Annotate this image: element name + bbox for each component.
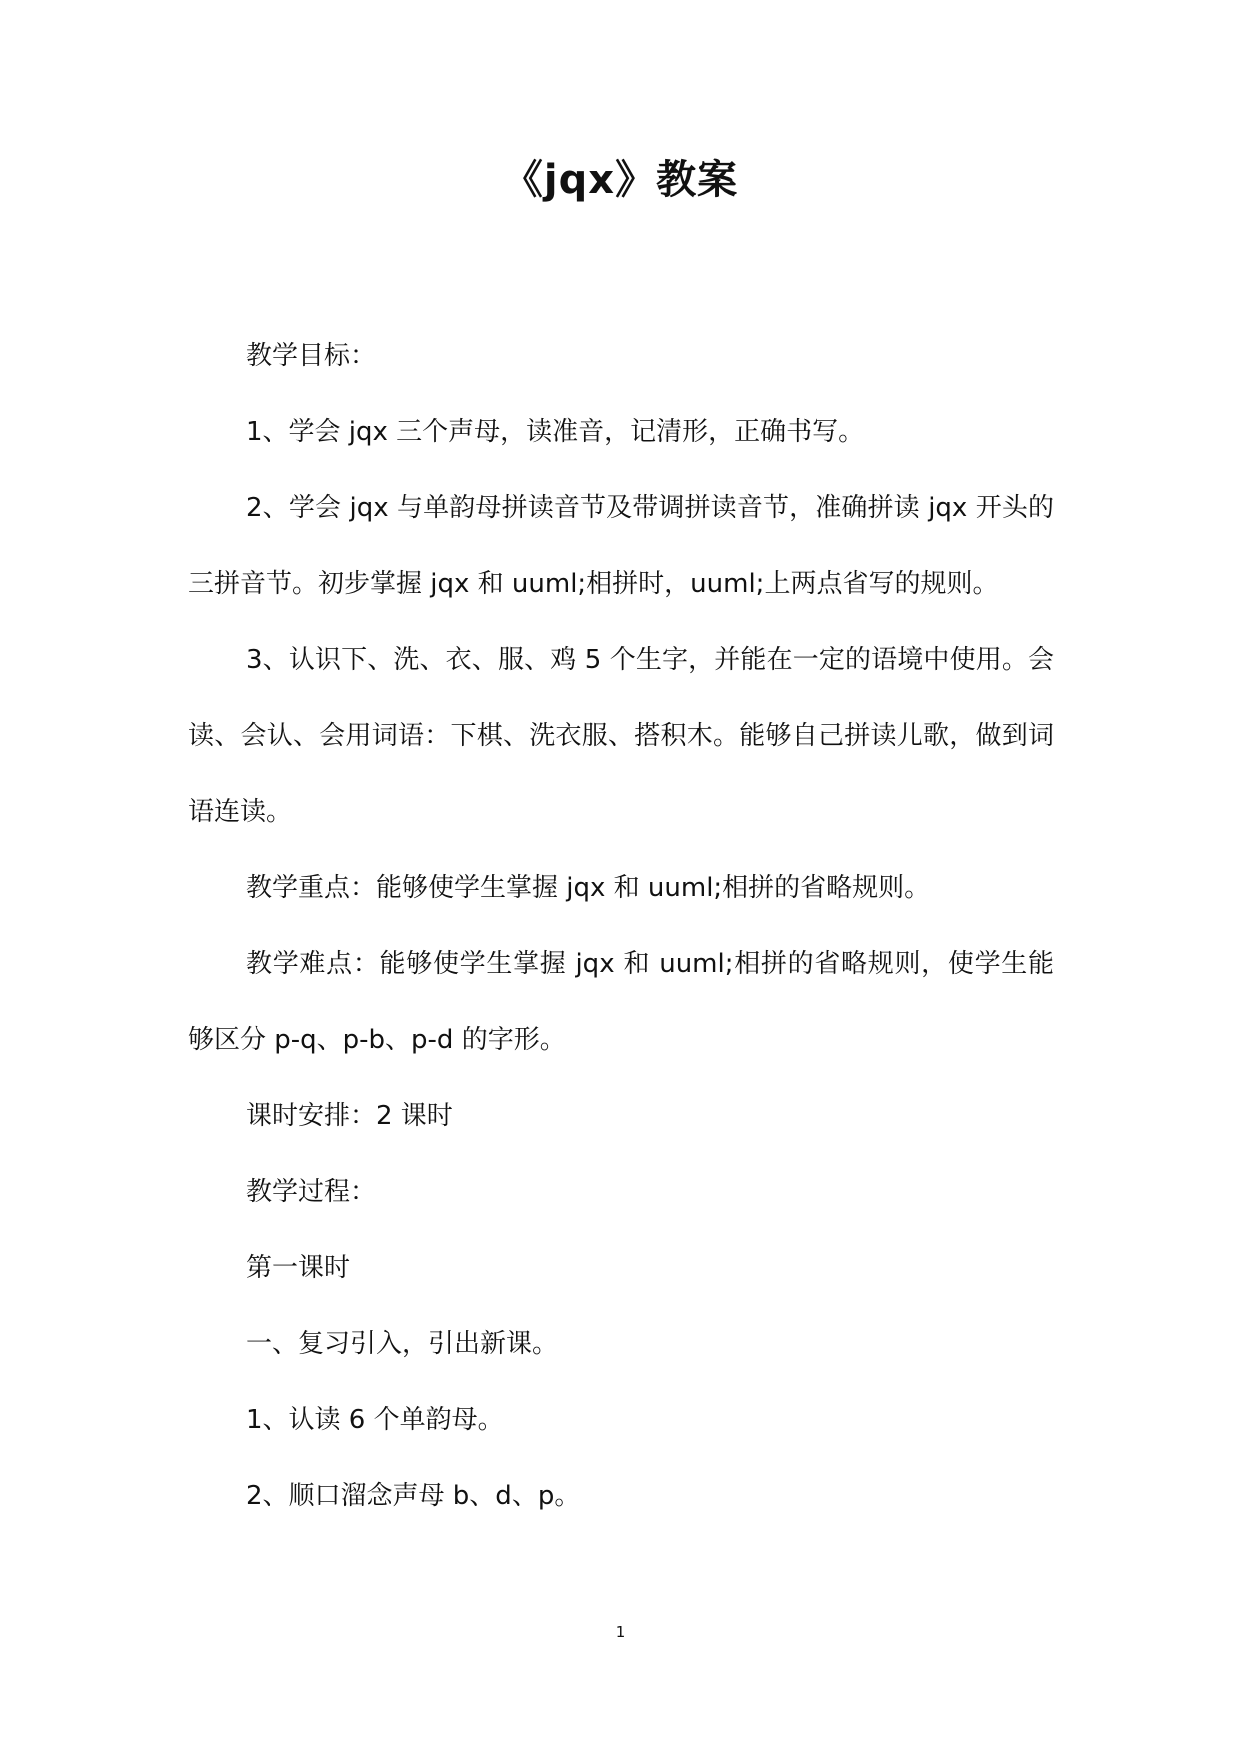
paragraph-review-intro: 一、复习引入，引出新课。 [246,1329,559,1359]
paragraph-schedule: 课时安排：2 课时 [246,1101,453,1131]
paragraph-objective-3: 3、认识下、洗、衣、服、鸡 5 个生字，并能在一定的语境中使用。会读、会认、会用词语：下棋、洗衣服、搭积木。能够自己拼读儿歌，做到词语连读。 [188,645,1054,827]
paragraph-difficulty: 教学难点：能够使学生掌握 jqx 和 uuml;相拼的省略规则，使学生能够区分 p-q、p-b、p-d 的字形。 [188,949,1054,1055]
paragraph-objective-2: 2、学会 jqx 与单韵母拼读音节及带调拼读音节，准确拼读 jqx 开头的三拼音节。初步掌握 jqx 和 uuml;相拼时，uuml;上两点省写的规则。 [188,493,1054,599]
document-title: 《jqx》教案 [502,157,739,203]
paragraph-process-heading: 教学过程： [246,1177,377,1207]
document-body [188,318,1054,1534]
paragraph-objectives-heading: 教学目标： [246,341,377,371]
paragraph-key-point: 教学重点：能够使学生掌握 jqx 和 uuml;相拼的省略规则。 [246,873,931,903]
paragraph-first-lesson: 第一课时 [246,1253,351,1283]
paragraph-review-1: 1、认读 6 个单韵母。 [246,1405,504,1435]
page-number: 1 [615,1623,626,1641]
paragraph-review-2: 2、顺口溜念声母 b、d、p。 [246,1481,581,1511]
paragraph-objective-1: 1、学会 jqx 三个声母，读准音，记清形，正确书写。 [246,417,865,447]
